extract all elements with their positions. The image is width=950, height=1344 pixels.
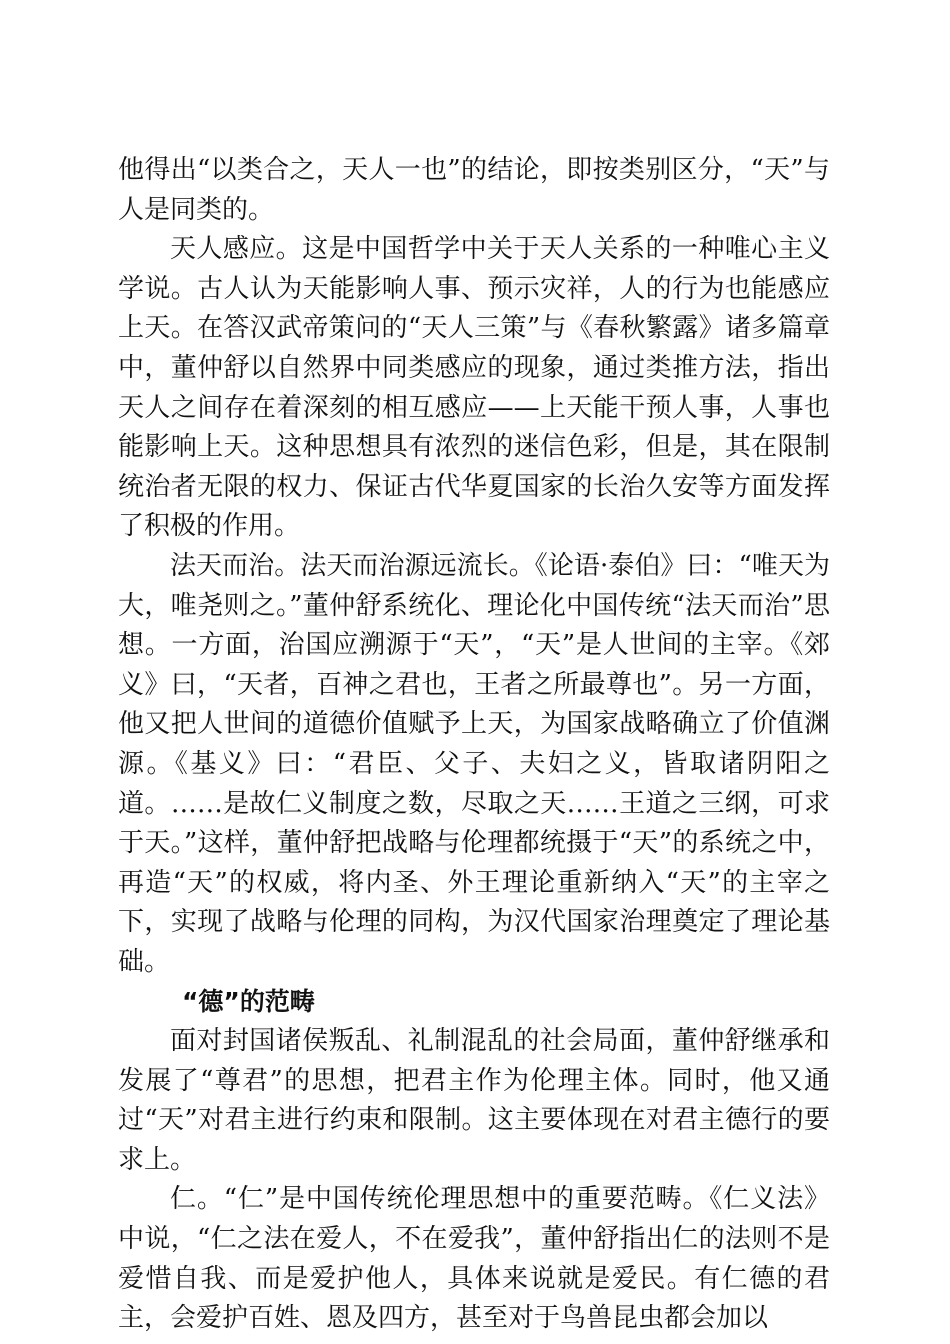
paragraph-fatian-erzhi: 法天而治。法天而治源远流长。《论语·泰伯》曰：“唯天为大，唯尧则之。”董仲舒系统化、理论化中国传统“法天而治”思想。一方面，治国应溯源于“天”，“天”是人世间的主宰。《郊义》曰，“天者，百神之君也，王者之所最尊也”。另一方面，他又把人世间的道德价值赋予上天，为国家战略确立了价值渊源。《基义》曰：“君臣、父子、夫妇之义，皆取诸阴阳之道。……是故仁义制度之数，尽取之天……王道之三纲，可求于天。”这样，董仲舒把战略与伦理都统摄于“天”的系统之中，再造“天”的权威，将内圣、外王理论重新纳入“天”的主宰之下，实现了战略与伦理的同构，为汉代国家治理奠定了理论基础。 <box>118 550 830 977</box>
section-heading: “德”的范畴 <box>182 987 315 1017</box>
document-body <box>118 151 830 1339</box>
paragraph-tianren-ganying: 天人感应。这是中国哲学中关于天人关系的一种唯心主义学说。古人认为天能影响人事、预示灾祥，人的行为也能感应上天。在答汉武帝策问的“天人三策”与《春秋繁露》诸多篇章中，董仲舒以自然界中同类感应的现象，通过类推方法，指出天人之间存在着深刻的相互感应——上天能干预人事，人事也能影响上天。这种思想具有浓烈的迷信色彩，但是，其在限制统治者无限的权力、保证古代华夏国家的长治久安等方面发挥了积极的作用。 <box>118 234 830 542</box>
paragraph-zunjun: 面对封国诸侯叛乱、礼制混乱的社会局面，董仲舒继承和发展了“尊君”的思想，把君主作为伦理主体。同时，他又通过“天”对君主进行约束和限制。这主要体现在对君主德行的要求上。 <box>118 1026 830 1175</box>
paragraph-continuation: 他得出“以类合之，天人一也”的结论，即按类别区分，“天”与人是同类的。 <box>118 155 830 225</box>
paragraph-ren: 仁。“仁”是中国传统伦理思想中的重要范畴。《仁义法》中说，“仁之法在爱人，不在爱我”，董仲舒指出仁的法则不是爱惜自我、而是爱护他人，具体来说就是爱民。有仁德的君主，会爱护百姓、恩及四方，甚至对于鸟兽昆虫都会加以 <box>118 1184 830 1334</box>
